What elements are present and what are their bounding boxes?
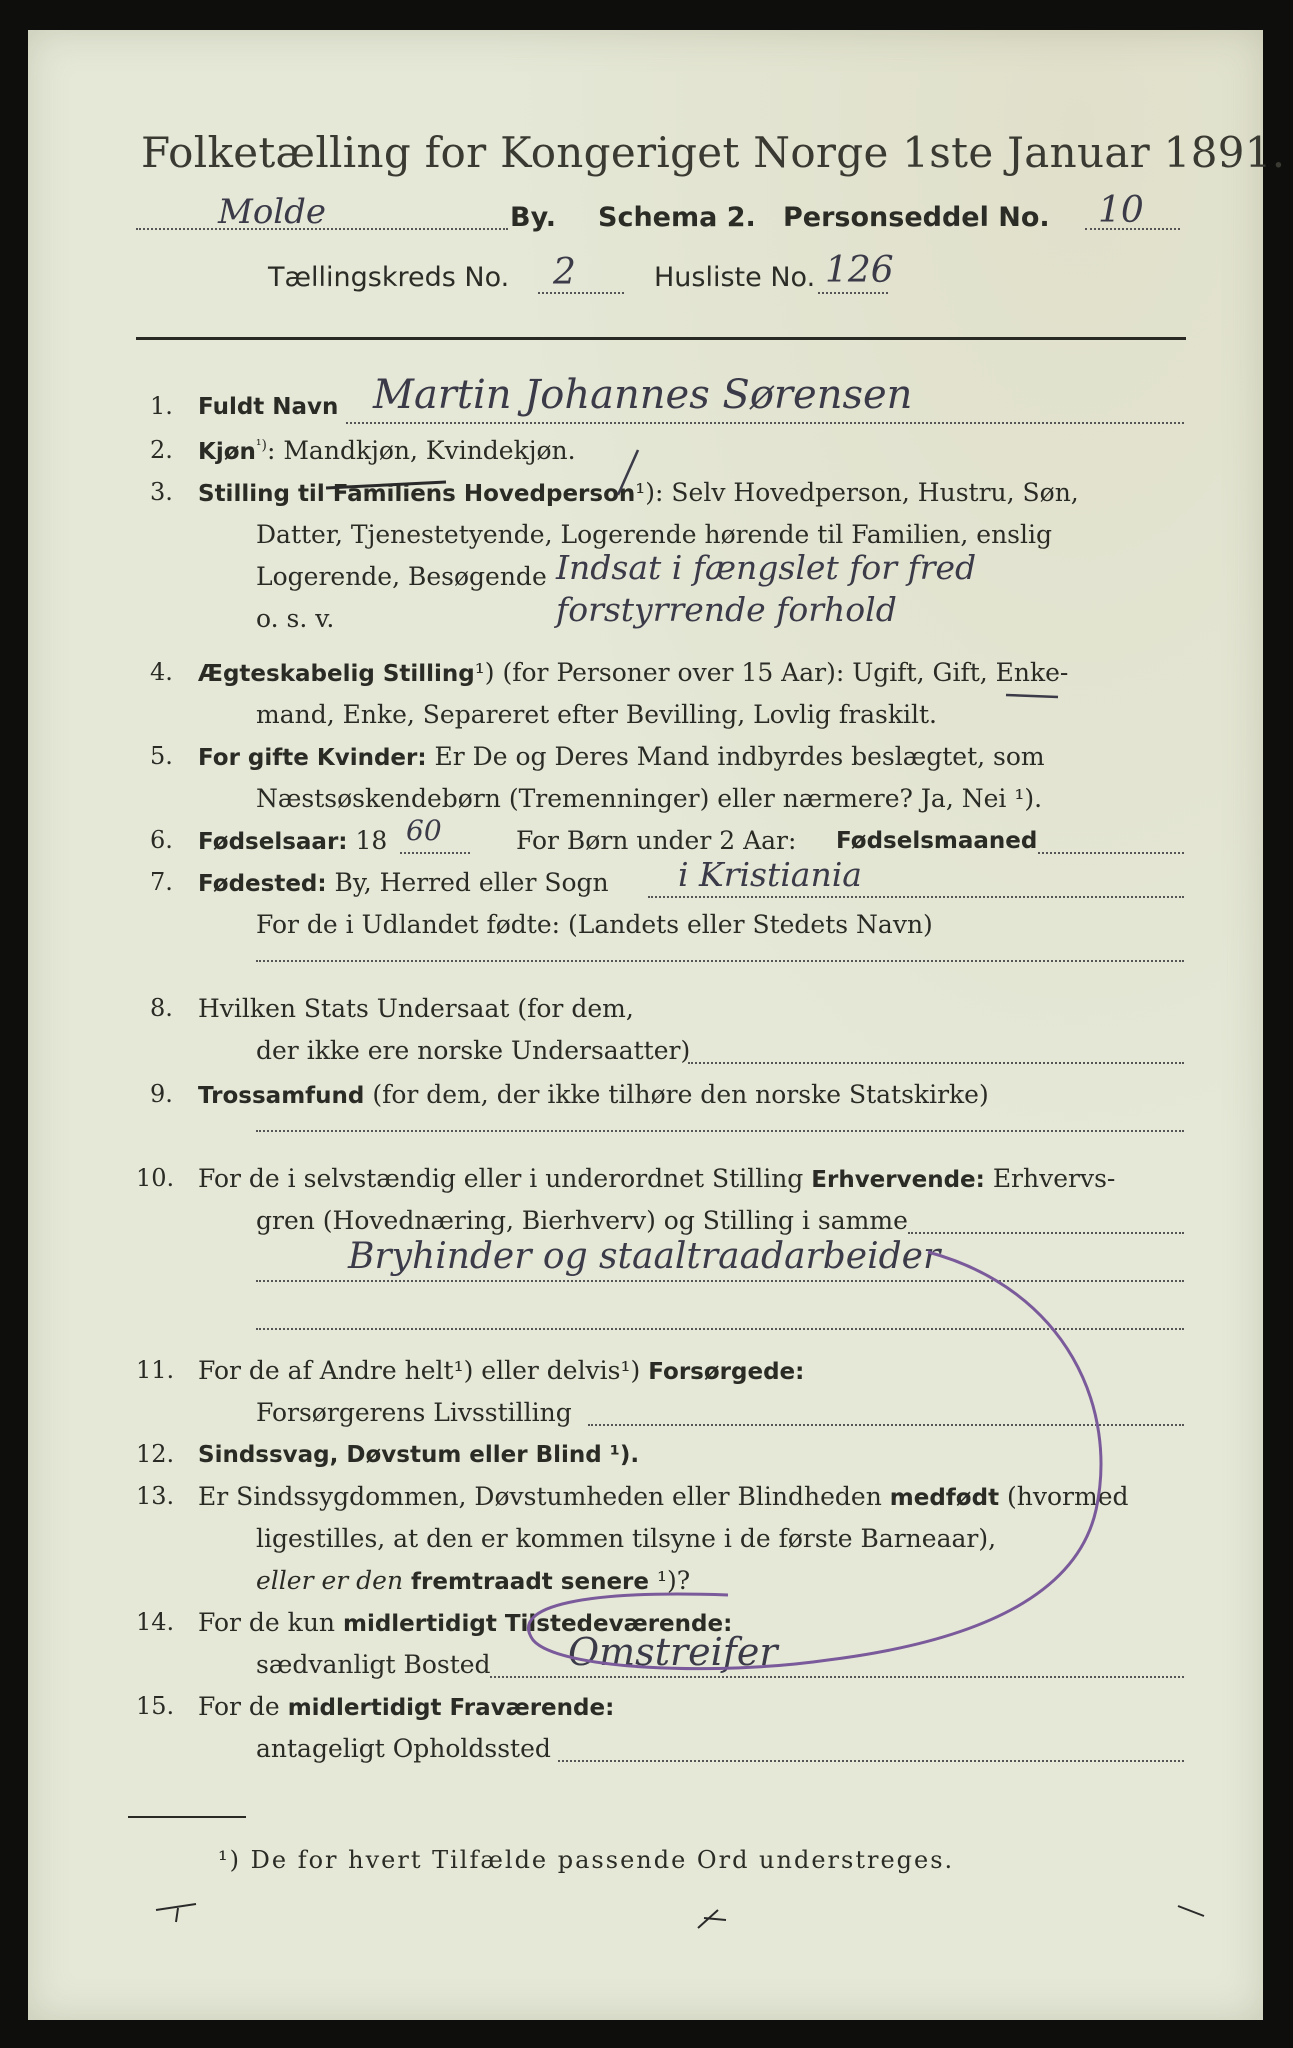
kreds-label: Tællingskreds No. <box>268 262 510 293</box>
personseddel-label: Personseddel No. <box>783 202 1050 233</box>
item-2-sup: ¹) <box>255 437 267 454</box>
item-6-label: Fødselsaar: <box>198 829 348 855</box>
item-13-text-c: ligestilles, at den er kommen tilsyne i de første Barneaar), <box>256 1524 997 1553</box>
item-5-label: For gifte Kvinder: <box>198 745 427 771</box>
item-1-label: Fuldt Navn <box>198 394 339 420</box>
item-1-number: 1. <box>150 392 173 420</box>
item-11-label: Forsørgede: <box>648 1359 805 1385</box>
item-4-number: 4. <box>150 658 173 686</box>
item-6-label2: Fødselsmaaned <box>836 828 1038 854</box>
item-3-number: 3. <box>150 478 173 506</box>
item-13-text-b: (hvormed <box>1007 1482 1129 1511</box>
item-4-label: Ægteskabelig Stilling <box>198 661 475 687</box>
personseddel-value[interactable]: 10 <box>1098 190 1144 231</box>
item-3-text-c: Logerende, Besøgende <box>256 562 547 591</box>
item-9-number: 9. <box>150 1080 173 1108</box>
by-value[interactable]: Molde <box>218 192 327 232</box>
item-13-label: medfødt <box>889 1485 1000 1511</box>
item-13-text-e: ¹)? <box>656 1566 691 1595</box>
item-4-text-b: mand, Enke, Separeret efter Bevilling, Lovlig fraskilt. <box>256 700 937 729</box>
item-10-label: Erhvervende: <box>811 1167 985 1193</box>
form-title: Folketælling for Kongeriget Norge 1ste Januar 1891. <box>141 128 1286 177</box>
familiens-strike <box>326 482 446 488</box>
item-2-label: Kjøn <box>198 439 256 465</box>
item-9-text: (for dem, der ikke tilhøre den norske Statskirke) <box>372 1080 989 1109</box>
gift-underline <box>1006 695 1058 697</box>
item-14-label: midlertidigt Tilstedeværende: <box>342 1611 733 1637</box>
item-8-text-b: der ikke ere norske Undersaatter) <box>256 1036 691 1065</box>
bottom-mark-center <box>698 1910 726 1928</box>
item-3-value-a[interactable]: Indsat i fængslet for fred <box>556 548 977 587</box>
item-6-value[interactable]: 60 <box>406 814 442 847</box>
item-7-text-b: For de i Udlandet fødte: (Landets eller Stedets Navn) <box>256 910 933 939</box>
kreds-value[interactable]: 2 <box>553 252 576 293</box>
item-6-prefix: 18 <box>355 826 388 855</box>
item-6-text: For Børn under 2 Aar: <box>516 826 797 855</box>
item-3-text-a: ¹): Selv Hovedperson, Hustru, Søn, <box>635 478 1079 507</box>
item-7-text: By, Herred eller Sogn <box>334 868 609 897</box>
item-1-value[interactable]: Martin Johannes Sørensen <box>373 372 913 418</box>
item-14-value[interactable]: Omstreifer <box>568 1630 778 1674</box>
item-5-text-b: Næstsøskendebørn (Tremenninger) eller nærmere? Ja, Nei ¹). <box>256 784 1043 813</box>
item-8-text-a: Hvilken Stats Undersaat (for dem, <box>198 994 634 1023</box>
schema-label: Schema 2. <box>598 202 756 233</box>
item-5-number: 5. <box>150 742 173 770</box>
item-12-number: 12. <box>136 1440 175 1468</box>
item-10-number: 10. <box>136 1164 175 1192</box>
husliste-label: Husliste No. <box>654 262 816 293</box>
item-12-text: Sindssvag, Døvstum eller Blind ¹). <box>198 1442 640 1468</box>
item-9-label: Trossamfund <box>198 1083 365 1109</box>
ink-annotations <box>28 30 1263 2020</box>
item-8-number: 8. <box>150 994 173 1022</box>
item-15-label: midlertidigt Fraværende: <box>287 1695 615 1721</box>
item-3-value-b[interactable]: forstyrrende forhold <box>556 590 897 629</box>
item-13-number: 13. <box>136 1482 175 1510</box>
item-15-text-b: antageligt Opholdssted <box>256 1734 551 1763</box>
item-3-text-d: o. s. v. <box>256 604 335 633</box>
item-4-text-a: ¹) (for Personer over 15 Aar): Ugift, Gift, Enke- <box>474 658 1069 687</box>
item-14-text-a: For de kun <box>198 1608 336 1637</box>
item-14-text-b: sædvanligt Bosted <box>256 1650 491 1679</box>
item-3-text-b: Datter, Tjenestetyende, Logerende hørende til Familien, enslig <box>256 520 1053 549</box>
kjon-mark <box>618 450 638 495</box>
item-6-number: 6. <box>150 826 173 854</box>
item-7-label: Fødested: <box>198 871 327 897</box>
item-11-number: 11. <box>136 1356 175 1384</box>
item-13-text-d: eller er den <box>256 1566 404 1595</box>
item-10-text-b: Erhvervs- <box>992 1164 1116 1193</box>
item-10-text-a: For de i selvstændig eller i underordnet Stilling <box>198 1164 804 1193</box>
bottom-mark-left <box>156 1904 196 1922</box>
item-10-text-c: gren (Hovednæring, Bierhverv) og Stilling i samme <box>256 1206 908 1235</box>
husliste-value[interactable]: 126 <box>825 250 894 291</box>
item-11-text-b: Forsørgerens Livsstilling <box>256 1398 572 1427</box>
item-10-value[interactable]: Bryhinder og staaltraadarbeider <box>348 1236 941 1277</box>
item-13-label2: fremtraadt senere <box>411 1569 649 1595</box>
item-2-number: 2. <box>150 436 173 464</box>
item-7-number: 7. <box>150 868 173 896</box>
item-5-text-a: Er De og Deres Mand indbyrdes beslægtet, som <box>434 742 1045 771</box>
purple-loop <box>528 1252 1101 1669</box>
item-15-number: 15. <box>136 1692 175 1720</box>
bottom-mark-right <box>1178 1906 1204 1916</box>
item-13-text-a: Er Sindssygdommen, Døvstumheden eller Blindheden <box>198 1482 882 1511</box>
census-form-page <box>28 30 1286 2020</box>
item-3-label: Stilling til Familiens Hovedperson <box>198 481 636 507</box>
by-label: By. <box>510 202 556 233</box>
item-11-text-a: For de af Andre helt¹) eller delvis¹) <box>198 1356 641 1385</box>
item-2-text: : Mandkjøn, Kvindekjøn. <box>266 436 576 465</box>
item-7-value[interactable]: i Kristiania <box>678 855 862 894</box>
footnote-text: ¹) De for hvert Tilfælde passende Ord understreges. <box>218 1846 955 1874</box>
item-14-number: 14. <box>136 1608 175 1636</box>
item-15-text-a: For de <box>198 1692 280 1721</box>
